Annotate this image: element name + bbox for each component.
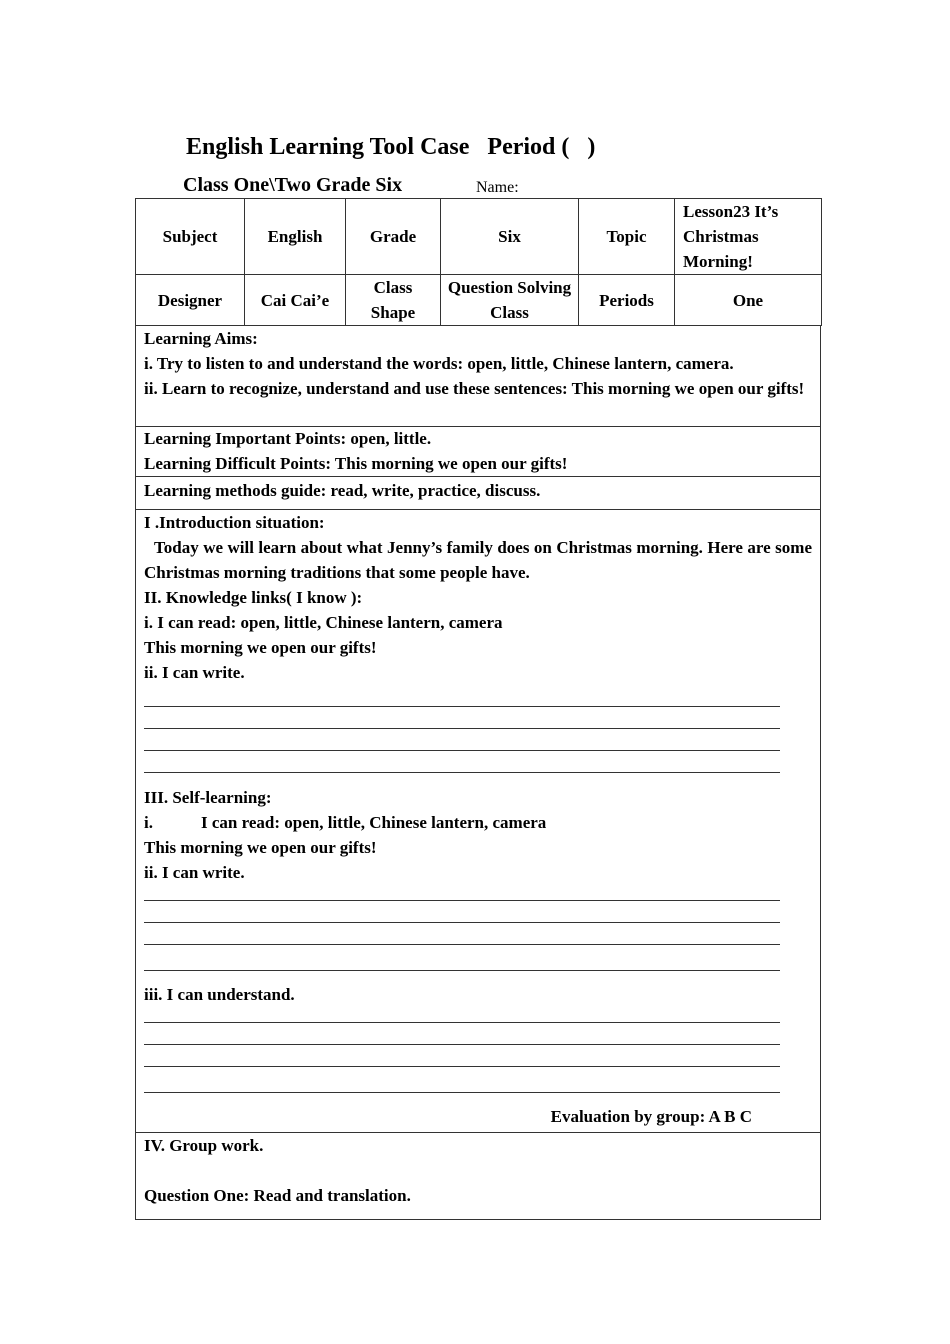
self-sentence: This morning we open our gifts! — [144, 838, 377, 857]
group-work-section — [135, 1132, 821, 1220]
learning-methods-section — [135, 476, 821, 510]
self-read — [144, 810, 812, 835]
grade-label: Grade — [346, 199, 441, 275]
self-read-text: I can read: open, little, Chinese lantern, camera — [201, 813, 547, 832]
self-read-number: i. — [144, 813, 153, 832]
info-table — [135, 198, 822, 326]
intro-heading: I .Introduction situation: — [144, 513, 325, 532]
blank-line — [144, 1158, 812, 1183]
self-write: ii. I can write. — [144, 863, 245, 882]
self-learning-heading: III. Self-learning: — [144, 788, 272, 807]
knowledge-write: ii. I can write. — [144, 663, 245, 682]
periods-label: Periods — [579, 275, 675, 326]
learning-aims-section — [135, 326, 821, 427]
topic-value: Lesson23 It’s Christmas Morning! — [675, 199, 822, 275]
class-shape-value: Question Solving Class — [441, 275, 579, 326]
designer-label: Designer — [136, 275, 245, 326]
learning-methods: Learning methods guide: read, write, practice, discuss. — [144, 481, 541, 500]
group-work-heading: IV. Group work. — [144, 1136, 264, 1155]
subject-value: English — [245, 199, 346, 275]
name-label: Name: — [476, 179, 519, 196]
aims-heading: Learning Aims: — [144, 329, 258, 348]
info-row-2 — [136, 275, 822, 326]
important-points: Learning Important Points: open, little. — [144, 429, 432, 448]
intro-text: Today we will learn about what Jenny’s family does on Christmas morning. Here are some Christmas morning traditions that some people have. — [144, 538, 812, 582]
class-line: Class One\Two Grade Six — [183, 174, 403, 196]
document-title: English Learning Tool Case Period ( ) — [186, 134, 596, 160]
aims-item-2: ii. Learn to recognize, understand and use these sentences: This morning we open our gifts! — [144, 379, 805, 398]
grade-value: Six — [441, 199, 579, 275]
class-shape-label: Class Shape — [346, 275, 441, 326]
difficult-points: Learning Difficult Points: This morning we open our gifts! — [144, 454, 568, 473]
knowledge-read: i. I can read: open, little, Chinese lantern, camera — [144, 613, 503, 632]
evaluation-by-group: Evaluation by group: A B C — [550, 1107, 752, 1126]
knowledge-sentence: This morning we open our gifts! — [144, 638, 377, 657]
learning-points-section — [135, 426, 821, 477]
procedure-section — [135, 509, 821, 1133]
self-understand: iii. I can understand. — [144, 985, 295, 1004]
subject-label: Subject — [136, 199, 245, 275]
knowledge-heading: II. Knowledge links( I know ): — [144, 588, 363, 607]
topic-label: Topic — [579, 199, 675, 275]
group-work-question: Question One: Read and translation. — [144, 1186, 411, 1205]
periods-value: One — [675, 275, 822, 326]
designer-value: Cai Cai’e — [245, 275, 346, 326]
aims-item-1: i. Try to listen to and understand the words: open, little, Chinese lantern, camera. — [144, 354, 734, 373]
info-row-1 — [136, 199, 822, 275]
